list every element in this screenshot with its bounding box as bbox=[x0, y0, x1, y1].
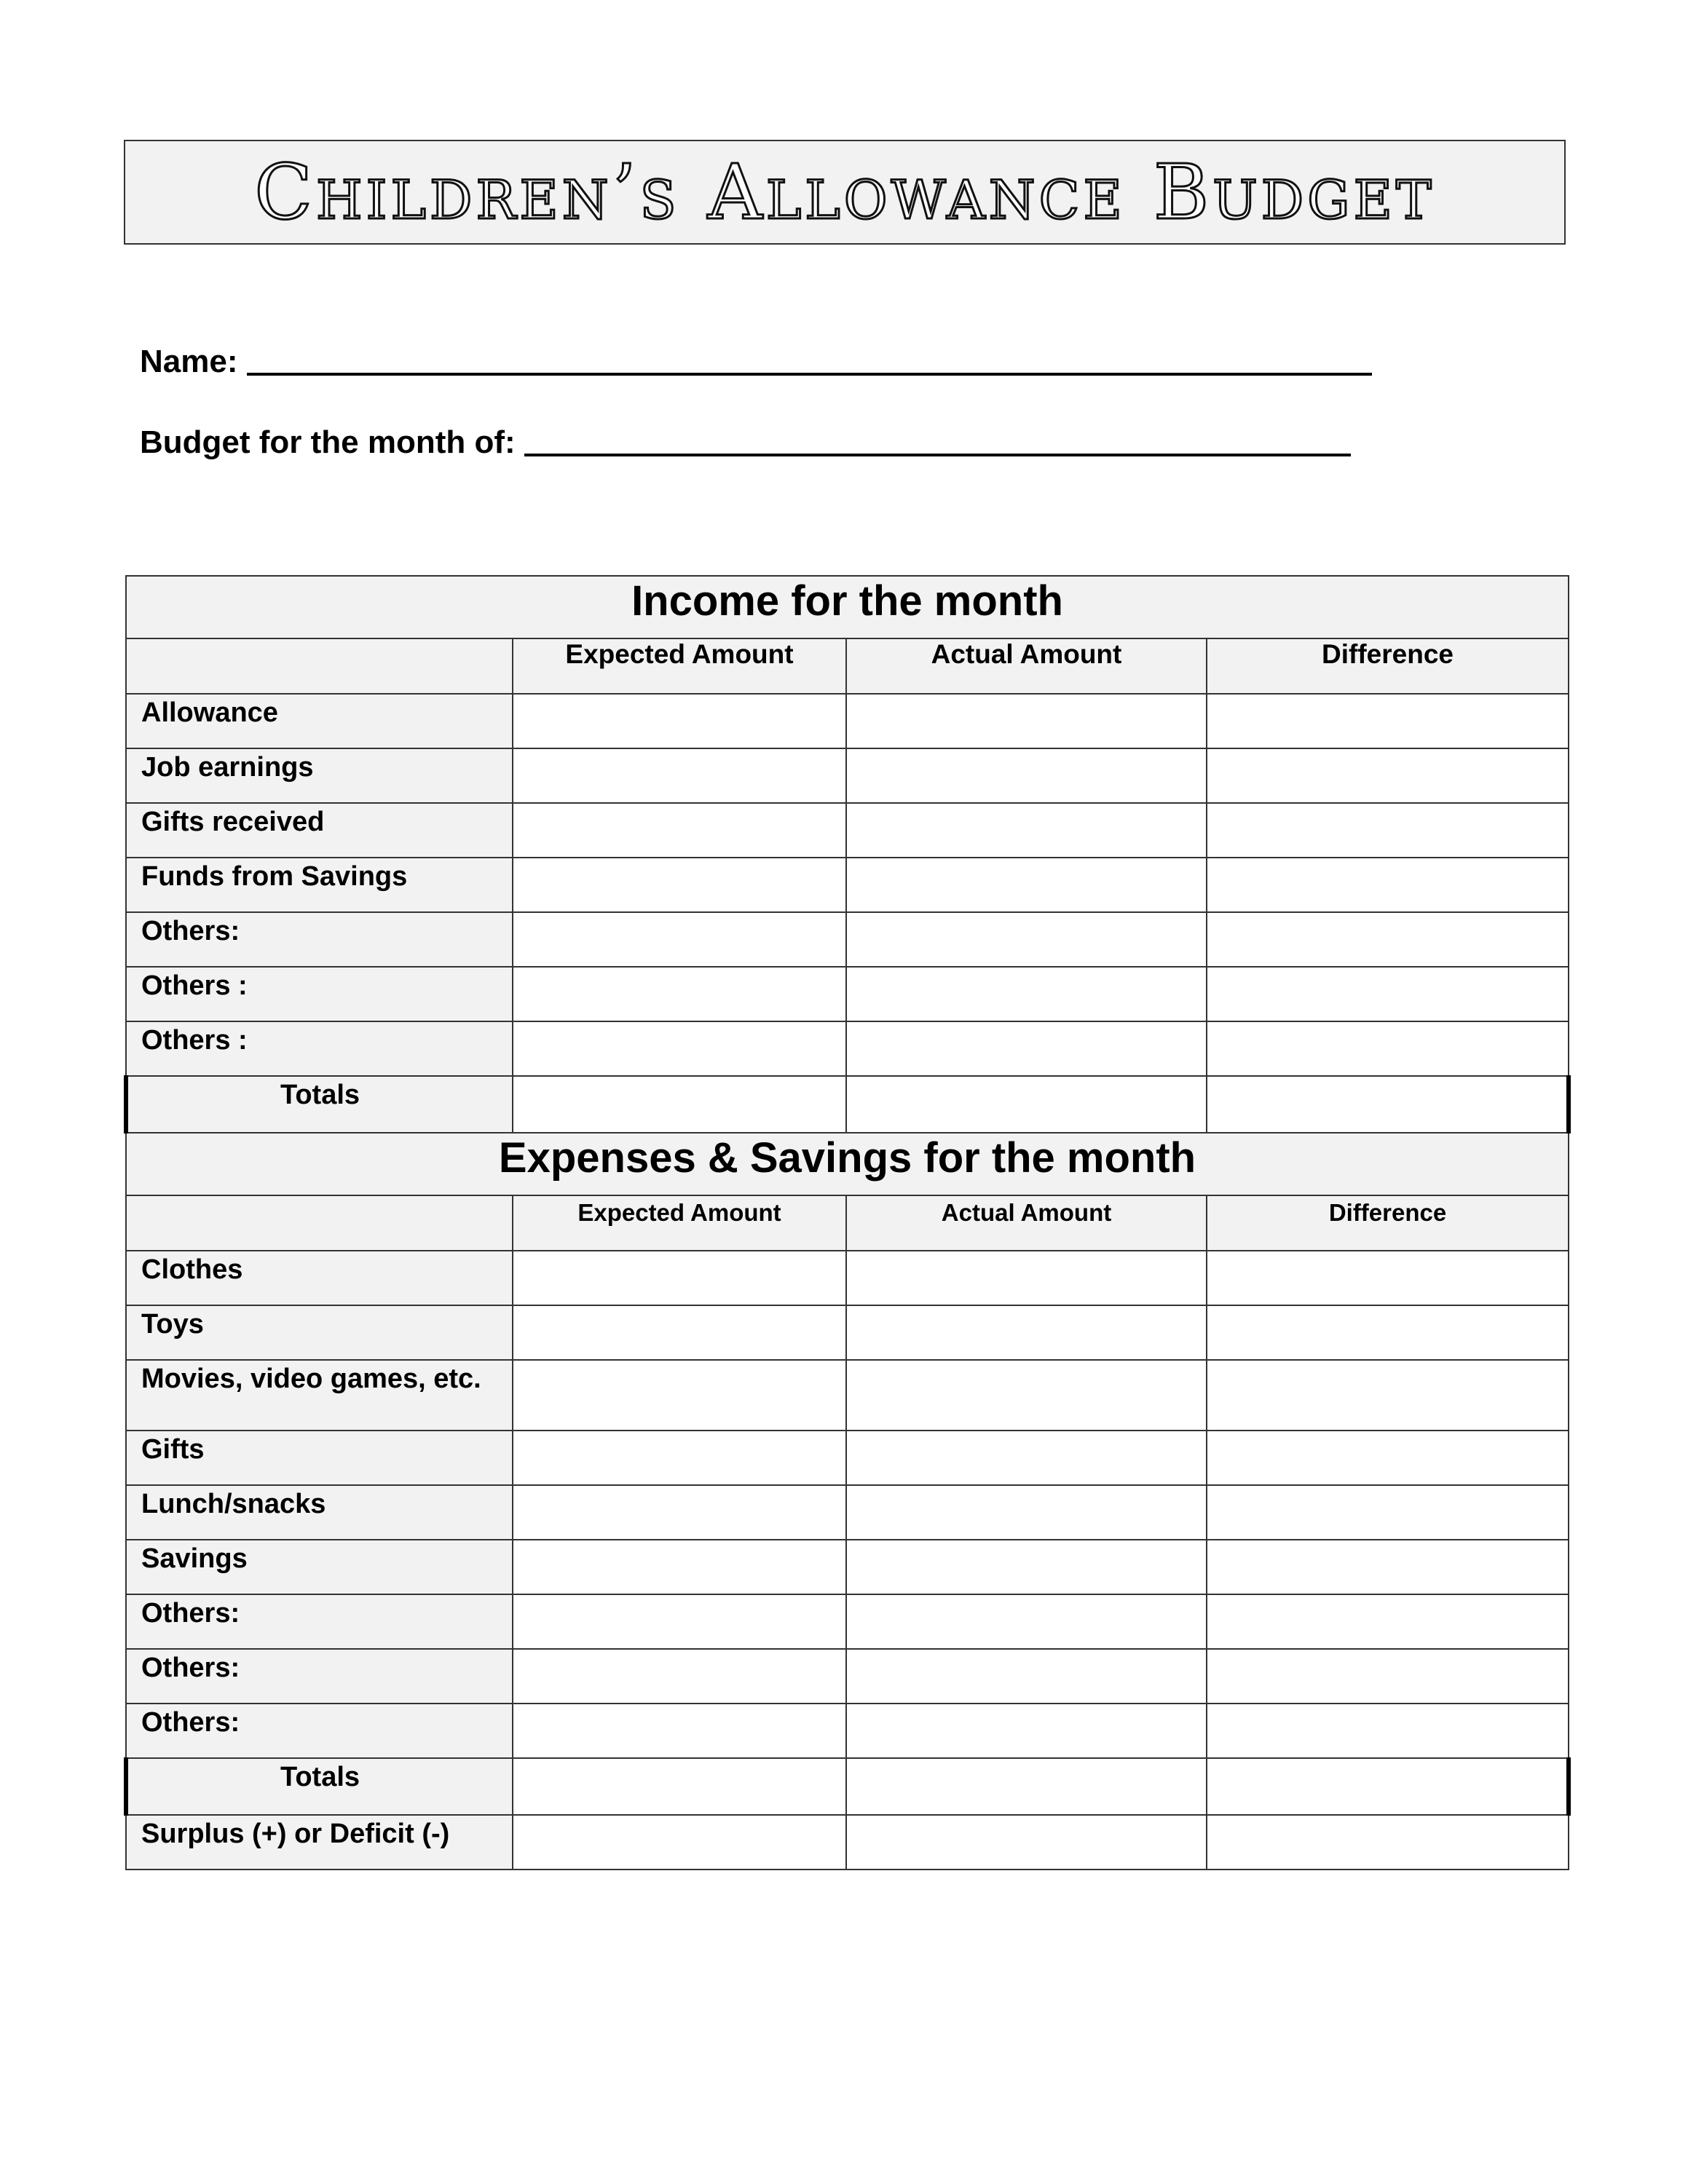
expenses-heading: Expenses & Savings for the month bbox=[126, 1133, 1569, 1195]
expenses-totals-label: Totals bbox=[126, 1758, 513, 1815]
actual-cell[interactable] bbox=[846, 1021, 1207, 1076]
difference-cell[interactable] bbox=[1207, 1251, 1569, 1305]
actual-cell[interactable] bbox=[846, 1360, 1207, 1431]
expense-row-label: Savings bbox=[126, 1540, 513, 1594]
income-column-headers bbox=[126, 638, 1569, 694]
expense-row bbox=[126, 1594, 1569, 1649]
expenses-column-headers bbox=[126, 1195, 1569, 1251]
name-input-line[interactable] bbox=[247, 367, 1372, 376]
income-row-label: Funds from Savings bbox=[126, 858, 513, 912]
actual-cell[interactable] bbox=[846, 694, 1207, 748]
income-row bbox=[126, 858, 1569, 912]
expense-row-label: Gifts bbox=[126, 1431, 513, 1485]
actual-cell[interactable] bbox=[846, 1704, 1207, 1758]
actual-cell[interactable] bbox=[846, 803, 1207, 858]
expected-total-cell[interactable] bbox=[513, 1758, 846, 1815]
expected-cell[interactable] bbox=[513, 1485, 846, 1540]
difference-cell[interactable] bbox=[1207, 694, 1569, 748]
expected-cell[interactable] bbox=[513, 1251, 846, 1305]
expenses-col-actual: Actual Amount bbox=[846, 1195, 1207, 1251]
difference-cell[interactable] bbox=[1207, 748, 1569, 803]
page-title: Children’s Allowance Budget bbox=[254, 148, 1435, 237]
actual-cell[interactable] bbox=[846, 1485, 1207, 1540]
expense-row-label: Others: bbox=[126, 1704, 513, 1758]
actual-total-cell[interactable] bbox=[846, 1076, 1207, 1133]
expected-cell[interactable] bbox=[513, 1431, 846, 1485]
expenses-header-blank bbox=[126, 1195, 513, 1251]
actual-cell[interactable] bbox=[846, 748, 1207, 803]
expense-row bbox=[126, 1485, 1569, 1540]
difference-cell[interactable] bbox=[1207, 967, 1569, 1021]
income-col-difference: Difference bbox=[1207, 638, 1569, 694]
expected-cell[interactable] bbox=[513, 858, 846, 912]
expected-cell[interactable] bbox=[513, 748, 846, 803]
expected-cell[interactable] bbox=[513, 1360, 846, 1431]
income-row bbox=[126, 748, 1569, 803]
expenses-section-header bbox=[126, 1133, 1569, 1195]
expected-cell[interactable] bbox=[513, 1704, 846, 1758]
actual-cell[interactable] bbox=[846, 1649, 1207, 1704]
expense-row-label: Clothes bbox=[126, 1251, 513, 1305]
expenses-col-expected: Expected Amount bbox=[513, 1195, 846, 1251]
expense-row-label: Others: bbox=[126, 1649, 513, 1704]
expense-row-label: Lunch/snacks bbox=[126, 1485, 513, 1540]
expense-row bbox=[126, 1540, 1569, 1594]
expenses-col-difference: Difference bbox=[1207, 1195, 1569, 1251]
actual-surplus-cell[interactable] bbox=[846, 1815, 1207, 1870]
expense-row bbox=[126, 1305, 1569, 1360]
expense-row-label: Movies, video games, etc. bbox=[126, 1360, 513, 1431]
expense-row bbox=[126, 1360, 1569, 1431]
budget-table bbox=[124, 575, 1571, 1870]
expected-cell[interactable] bbox=[513, 1649, 846, 1704]
difference-cell[interactable] bbox=[1207, 1305, 1569, 1360]
income-col-expected: Expected Amount bbox=[513, 638, 846, 694]
month-field[interactable] bbox=[140, 424, 1351, 461]
actual-cell[interactable] bbox=[846, 1431, 1207, 1485]
income-header-blank bbox=[126, 638, 513, 694]
actual-cell[interactable] bbox=[846, 1305, 1207, 1360]
income-col-actual: Actual Amount bbox=[846, 638, 1207, 694]
difference-cell[interactable] bbox=[1207, 1431, 1569, 1485]
income-row bbox=[126, 694, 1569, 748]
difference-cell[interactable] bbox=[1207, 858, 1569, 912]
expected-cell[interactable] bbox=[513, 694, 846, 748]
difference-cell[interactable] bbox=[1207, 1704, 1569, 1758]
difference-total-cell[interactable] bbox=[1207, 1076, 1569, 1133]
income-row bbox=[126, 803, 1569, 858]
expected-cell[interactable] bbox=[513, 803, 846, 858]
actual-cell[interactable] bbox=[846, 1594, 1207, 1649]
expected-cell[interactable] bbox=[513, 1540, 846, 1594]
income-totals-row bbox=[126, 1076, 1569, 1133]
difference-surplus-cell[interactable] bbox=[1207, 1815, 1569, 1870]
expense-row bbox=[126, 1431, 1569, 1485]
expenses-totals-row bbox=[126, 1758, 1569, 1815]
income-row-label: Others : bbox=[126, 967, 513, 1021]
expense-row bbox=[126, 1251, 1569, 1305]
income-section-header bbox=[126, 576, 1569, 638]
income-row-label: Allowance bbox=[126, 694, 513, 748]
expense-row-label: Toys bbox=[126, 1305, 513, 1360]
expected-total-cell[interactable] bbox=[513, 1076, 846, 1133]
actual-cell[interactable] bbox=[846, 1251, 1207, 1305]
difference-cell[interactable] bbox=[1207, 1594, 1569, 1649]
surplus-deficit-row bbox=[126, 1815, 1569, 1870]
difference-total-cell[interactable] bbox=[1207, 1758, 1569, 1815]
income-row-label: Job earnings bbox=[126, 748, 513, 803]
difference-cell[interactable] bbox=[1207, 803, 1569, 858]
income-row bbox=[126, 967, 1569, 1021]
income-row-label: Others : bbox=[126, 1021, 513, 1076]
expense-row bbox=[126, 1704, 1569, 1758]
surplus-deficit-label: Surplus (+) or Deficit (-) bbox=[126, 1815, 513, 1870]
expected-cell[interactable] bbox=[513, 1021, 846, 1076]
difference-cell[interactable] bbox=[1207, 1485, 1569, 1540]
actual-cell[interactable] bbox=[846, 967, 1207, 1021]
title-banner bbox=[124, 140, 1566, 245]
expense-row bbox=[126, 1649, 1569, 1704]
month-input-line[interactable] bbox=[524, 448, 1351, 456]
expected-cell[interactable] bbox=[513, 967, 846, 1021]
actual-cell[interactable] bbox=[846, 912, 1207, 967]
difference-cell[interactable] bbox=[1207, 1021, 1569, 1076]
difference-cell[interactable] bbox=[1207, 1540, 1569, 1594]
name-label: Name: bbox=[140, 344, 238, 379]
difference-cell[interactable] bbox=[1207, 912, 1569, 967]
actual-cell[interactable] bbox=[846, 1540, 1207, 1594]
income-heading: Income for the month bbox=[126, 576, 1569, 638]
actual-total-cell[interactable] bbox=[846, 1758, 1207, 1815]
expected-surplus-cell[interactable] bbox=[513, 1815, 846, 1870]
difference-cell[interactable] bbox=[1207, 1360, 1569, 1431]
difference-cell[interactable] bbox=[1207, 1649, 1569, 1704]
income-row-label: Others: bbox=[126, 912, 513, 967]
expected-cell[interactable] bbox=[513, 1305, 846, 1360]
actual-cell[interactable] bbox=[846, 858, 1207, 912]
income-row bbox=[126, 912, 1569, 967]
income-row-label: Gifts received bbox=[126, 803, 513, 858]
name-field[interactable] bbox=[140, 344, 1372, 380]
expected-cell[interactable] bbox=[513, 912, 846, 967]
income-totals-label: Totals bbox=[126, 1076, 513, 1133]
expected-cell[interactable] bbox=[513, 1594, 846, 1649]
income-row bbox=[126, 1021, 1569, 1076]
expense-row-label: Others: bbox=[126, 1594, 513, 1649]
month-label: Budget for the month of: bbox=[140, 424, 516, 460]
